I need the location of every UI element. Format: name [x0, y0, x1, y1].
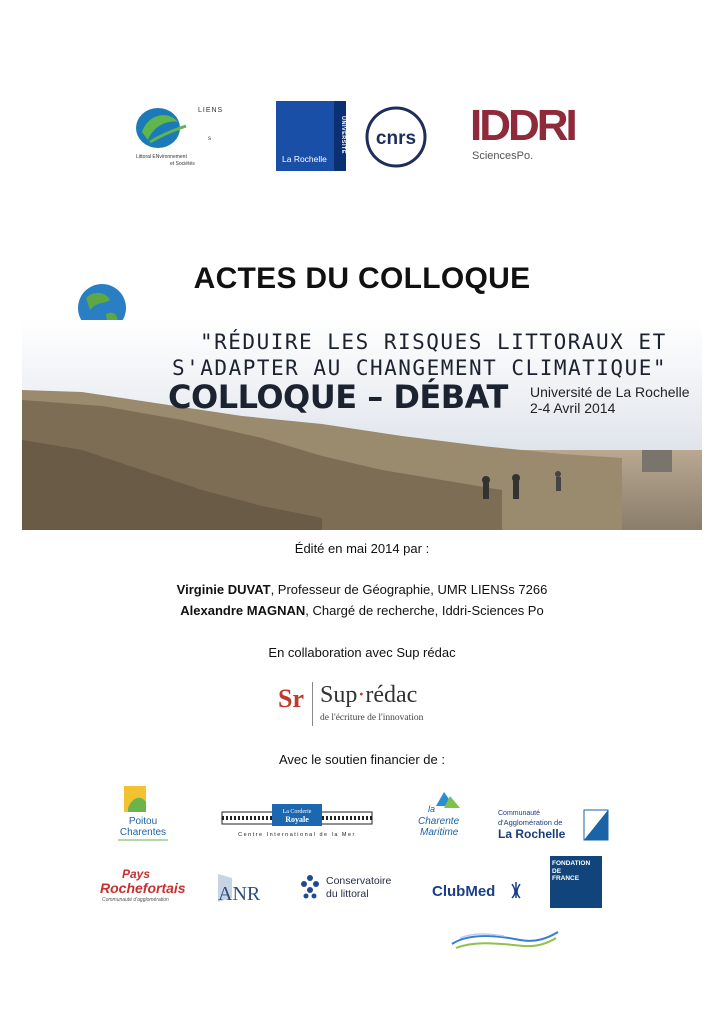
fondation-text: FONDATION DE FRANCE [552, 860, 591, 882]
banner-title-line2: S'ADAPTER AU CHANGEMENT CLIMATIQUE" [172, 356, 668, 380]
club-med-logo [432, 878, 524, 902]
anr-logo [214, 868, 274, 906]
liens-letters: LIENS [198, 107, 224, 114]
edited-line: Édité en mai 2014 par : [294, 541, 430, 556]
club-med-text: ClubMed [432, 883, 496, 900]
conservatoire-littoral-logo [298, 870, 396, 904]
poitou-line2: Charentes [119, 827, 167, 838]
poitou-line1: Poitou [128, 816, 158, 827]
pays-rochefortais-logo [98, 866, 192, 904]
conservatoire-line2: du littoral [326, 888, 369, 900]
charente-line1: la [428, 804, 436, 814]
liens-logo [134, 100, 224, 172]
sup-redac-mark: Sr [278, 684, 304, 713]
liens-sub: s [208, 136, 211, 142]
la-rochelle-university-logo [276, 101, 346, 171]
sup-redac-logo [278, 680, 448, 732]
iddri-text: IDDRI [470, 101, 575, 150]
wave-swoosh-logo [450, 926, 560, 952]
author-name: Alexandre MAGNAN [180, 603, 306, 618]
corderie-top: La Corderie [282, 809, 312, 815]
charente-maritime-logo [414, 790, 474, 840]
support-line: Avec le soutien financier de : [279, 752, 445, 767]
corderie-royale-logo [222, 802, 372, 840]
conservatoire-line1: Conservatoire [326, 875, 392, 887]
banner-place: Université de La Rochelle [530, 384, 690, 400]
charente-line3: Maritime [420, 827, 459, 838]
fondation-de-france-logo [550, 856, 602, 908]
pays-line1: Pays [122, 867, 151, 881]
author-role: , Professeur de Géographie, UMR LIENSs 7266 [270, 582, 548, 597]
agglo-la-rochelle-logo [498, 806, 610, 842]
agglo-line3: La Rochelle [498, 827, 566, 841]
author-role: , Chargé de recherche, Iddri-Sciences Po [305, 603, 544, 618]
charente-line2: Charente [418, 816, 460, 827]
agglo-line2: d'Agglomération de [498, 818, 563, 827]
la-rochelle-vertical-label: UNIVERSITÉ [340, 115, 346, 154]
liens-caption1: Littoral ENvironnement [136, 154, 187, 160]
iddri-logo [470, 101, 575, 172]
pays-line2: Rochefortais [100, 880, 186, 896]
pays-line3: Communauté d'agglomération [102, 897, 169, 903]
banner-subtitle: COLLOQUE – DÉBAT [168, 378, 508, 416]
corderie-main: Royale [285, 815, 309, 824]
author-line [0, 582, 724, 597]
la-rochelle-city: La Rochelle [282, 154, 327, 164]
collaboration-line: En collaboration avec Sup rédac [268, 645, 456, 660]
cnrs-logo [365, 106, 427, 168]
poitou-charentes-logo [116, 784, 170, 844]
sup-redac-name: Sup·rédac [320, 682, 418, 708]
author-name: Virginie DUVAT [176, 582, 271, 597]
anr-text: ANR [218, 883, 261, 905]
author-line [0, 603, 724, 618]
cnrs-text: cnrs [375, 128, 417, 149]
banner-title-line1: "RÉDUIRE LES RISQUES LITTORAUX ET [200, 330, 667, 354]
sup-redac-tagline: de l'écriture de l'innovation [320, 713, 424, 723]
event-banner [22, 320, 702, 530]
sciencespo-text: SciencesPo. [472, 150, 534, 162]
page-title: ACTES DU COLLOQUE [193, 262, 531, 295]
banner-dates: 2-4 Avril 2014 [530, 400, 616, 416]
agglo-line1: Communauté [498, 810, 541, 817]
liens-caption2: et Sociétés [170, 161, 195, 167]
corderie-caption: Centre International de la Mer [238, 832, 356, 838]
